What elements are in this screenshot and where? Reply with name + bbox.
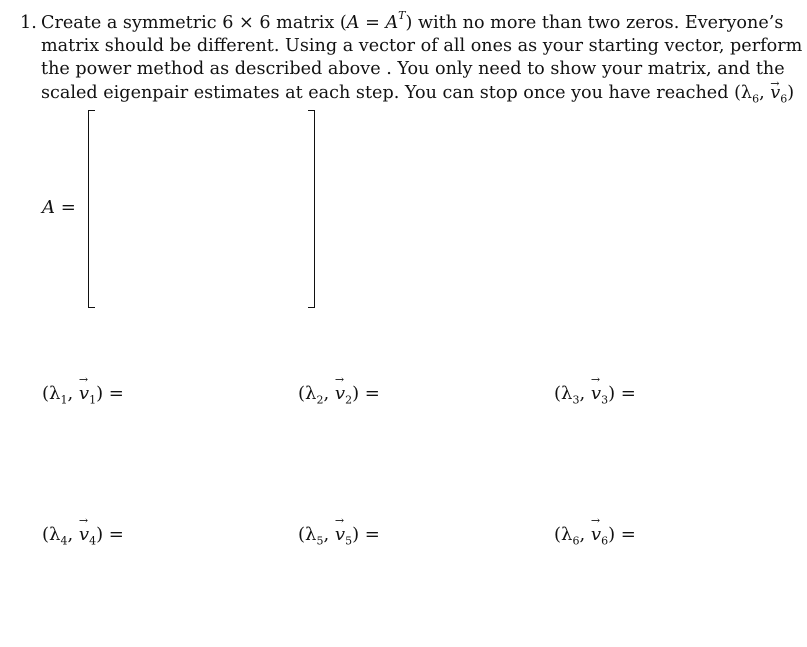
eigenpair-3: ($\lambda_3$, → $v_3$) =: [554, 383, 636, 404]
eigenpair-4: ($\lambda_4$, → $v_4$) =: [42, 524, 124, 545]
problem-number: 1.: [20, 13, 37, 33]
problem-text: [41, 9, 803, 106]
problem-line-2: matrix should be different. Using a vector of all ones as your starting vector, perform: [41, 36, 803, 57]
problem-statement: [20, 9, 803, 106]
matrix-label: A =: [42, 197, 76, 218]
matrix-right-bracket: [308, 110, 315, 308]
problem-line-1: Create a symmetric 6 × 6 matrix $(A = A^T)$ with no more than two zeros. Everyone’s: [41, 9, 784, 33]
eigenpair-2: ($\lambda_2$, → $v_2$) =: [298, 383, 380, 404]
eigenpair-6: ($\lambda_6$, → $v_6$) =: [554, 524, 636, 545]
matrix-left-bracket: [88, 110, 95, 308]
eigenpair-5: ($\lambda_5$, → $v_5$) =: [298, 524, 380, 545]
problem-line-4: scaled eigenpair estimates at each step. You can stop once you have reached ($\lambda_6$, → $v_6$): [41, 82, 790, 105]
eigenpair-1: ($\lambda_1$, → $v_1$) =: [42, 383, 124, 404]
problem-line-3: the power method as described above . You only need to show your matrix, and the: [41, 59, 785, 80]
